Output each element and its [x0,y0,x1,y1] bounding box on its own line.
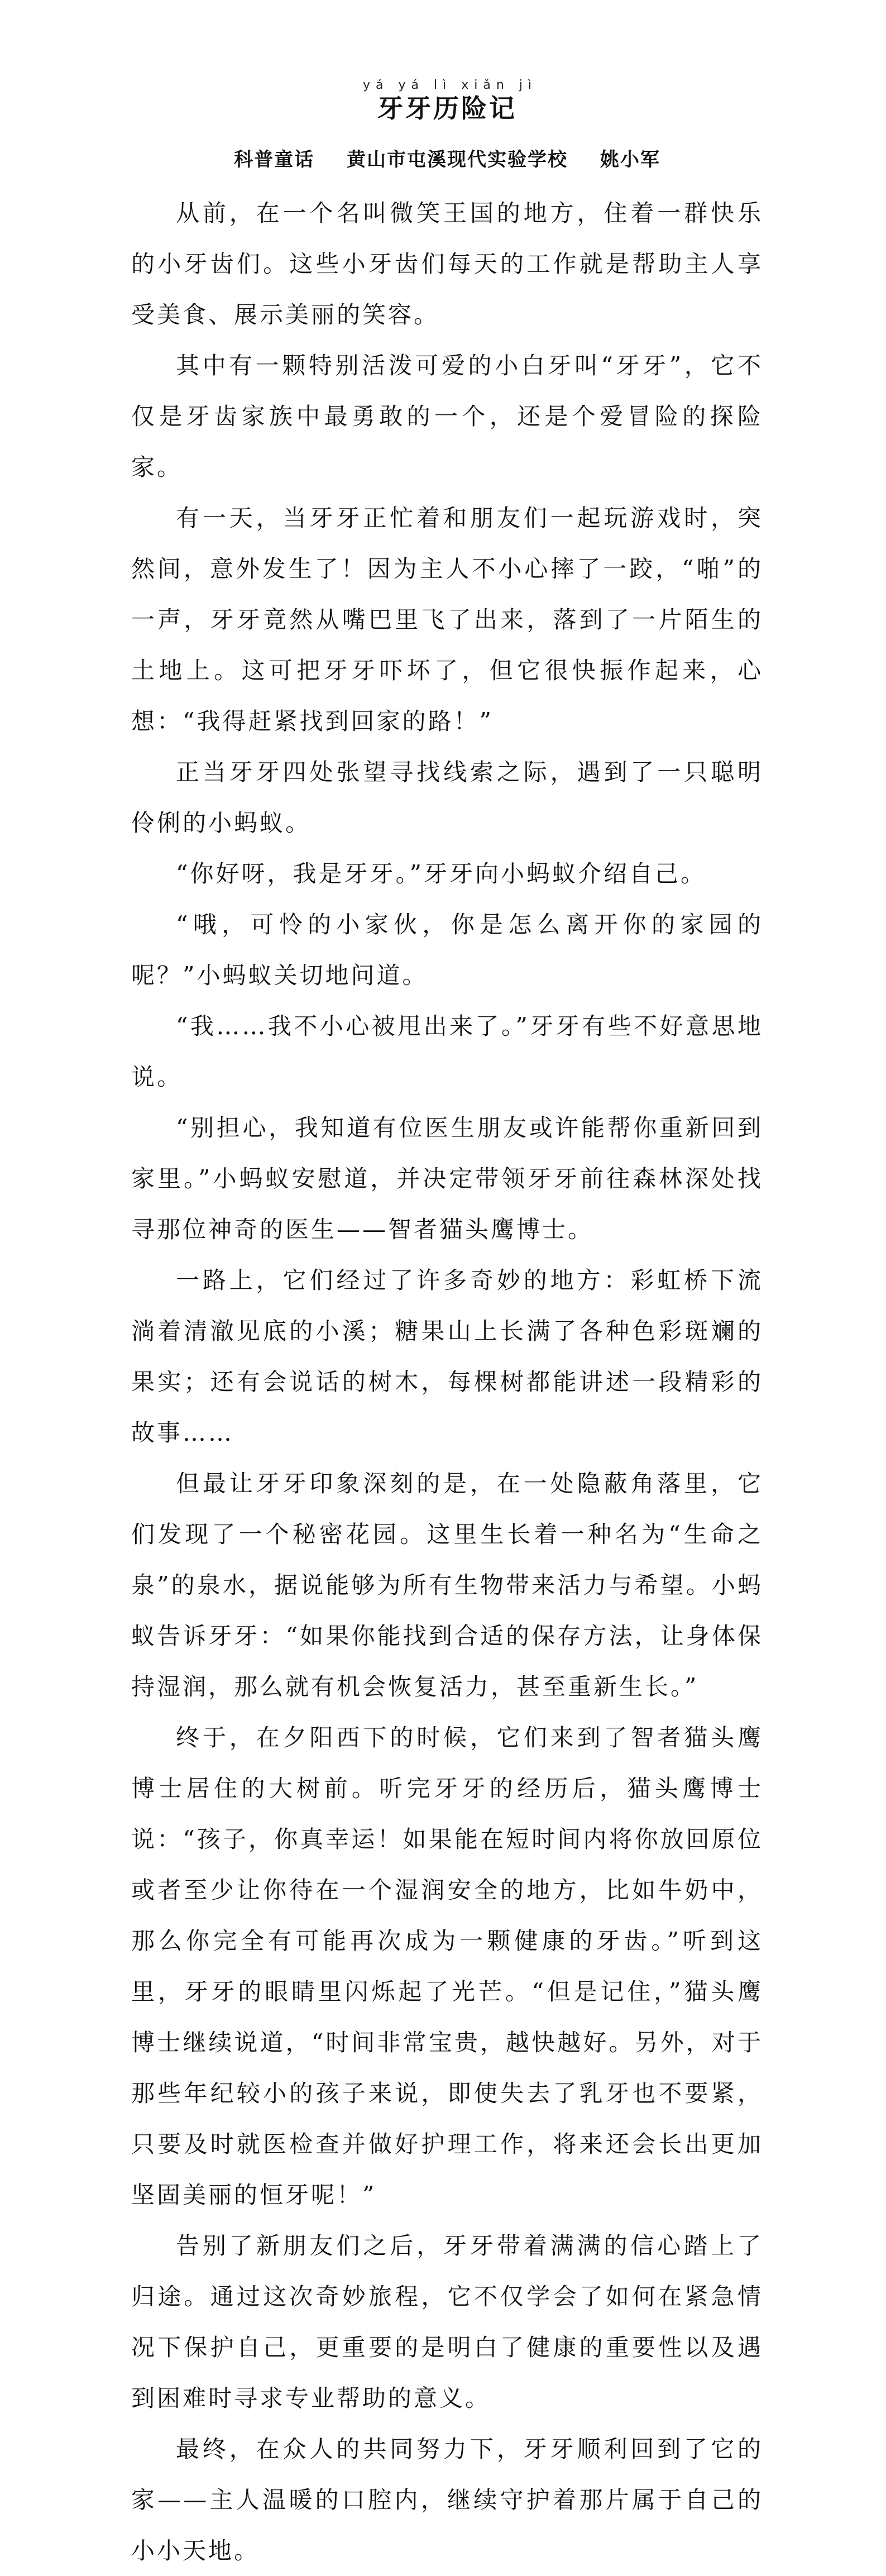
page-title: 牙牙历险记 [377,93,517,123]
school: 黄山市屯溪现代实验学校 [347,149,568,171]
paragraph-9: 一路上，它们经过了许多奇妙的地方：彩虹桥下流淌着清澈见底的小溪；糖果山上长满了各种色彩斑斓的果实；还有会说话的树木，每棵树都能讲述一段精彩的故事…… [131,1267,763,1446]
paragraph-1: 从前，在一个名叫微笑王国的地方，住着一群快乐的小牙齿们。这些小牙齿们每天的工作就是帮助主人享受美食、展示美丽的笑容。 [131,199,763,328]
paragraph-12: 告别了新朋友们之后，牙牙带着满满的信心踏上了归途。通过这次奇妙旅程，它不仅学会了如何在紧急情况下保护自己，更重要的是明白了健康的重要性以及遇到困难时寻求专业帮助的意义。 [131,2232,763,2412]
paragraph-2: 其中有一颗特别活泼可爱的小白牙叫“牙牙”，它不仅是牙齿家族中最勇敢的一个，还是个爱冒险的探险家。 [131,352,763,481]
genre: 科普童话 [234,149,315,171]
paragraph-3: 有一天，当牙牙正忙着和朋友们一起玩游戏时，突然间，意外发生了！因为主人不小心摔了一跤，“啪”的一声，牙牙竟然从嘴巴里飞了出来，落到了一片陌生的土地上。这可把牙牙吓坏了，但它很快振作起来，心想：“我得赶紧找到回家的路！” [131,504,763,735]
paragraph-8: “别担心，我知道有位医生朋友或许能帮你重新回到家里。”小蚂蚁安慰道，并决定带领牙牙前往森林深处找寻那位神奇的医生——智者猫头鹰博士。 [131,1114,763,1243]
title-pinyin: yá yá lì xiǎn jì [363,78,537,92]
paragraph-6: “哦，可怜的小家伙，你是怎么离开你的家园的呢？”小蚂蚁关切地问道。 [131,911,763,989]
paragraph-5: “你好呀，我是牙牙。”牙牙向小蚂蚁介绍自己。 [176,860,706,887]
paragraph-11: 终于，在夕阳西下的时候，它们来到了智者猫头鹰博士居住的大树前。听完牙牙的经历后，猫头鹰博士说：“孩子，你真幸运！如果能在短时间内将你放回原位或者至少让你待在一个湿润安全的地方，比如牛奶中，那么你完全有可能再次成为一颗健康的牙齿。”听到这里，牙牙的眼睛里闪烁起了光芒。“但是记住，”猫头鹰博士继续说道，“时间非常宝贵，越快越好。另外，对于那些年纪较小的孩子来说，即使失去了乳牙也不要紧，只要及时就医检查并做好护理工作，将来还会长出更加坚固美丽的恒牙呢！” [131,1724,763,2209]
paragraph-13: 最终，在众人的共同努力下，牙牙顺利回到了它的家——主人温暖的口腔内，继续守护着那片属于自己的小小天地。 [131,2435,763,2564]
byline [131,147,763,172]
author: 姚小军 [600,149,660,171]
paragraph-10: 但最让牙牙印象深刻的是，在一处隐蔽角落里，它们发现了一个秘密花园。这里生长着一种名为“生命之泉”的泉水，据说能够为所有生物带来活力与希望。小蚂蚁告诉牙牙：“如果你能找到合适的保存方法，让身体保持湿润，那么就有机会恢复活力，甚至重新生长。” [131,1470,763,1700]
story-content [131,188,763,2576]
title-block [131,78,763,124]
paragraph-4: 正当牙牙四处张望寻找线索之际，遇到了一只聪明伶俐的小蚂蚁。 [131,758,763,837]
paragraph-7: “我……我不小心被甩出来了。”牙牙有些不好意思地说。 [131,1012,763,1091]
